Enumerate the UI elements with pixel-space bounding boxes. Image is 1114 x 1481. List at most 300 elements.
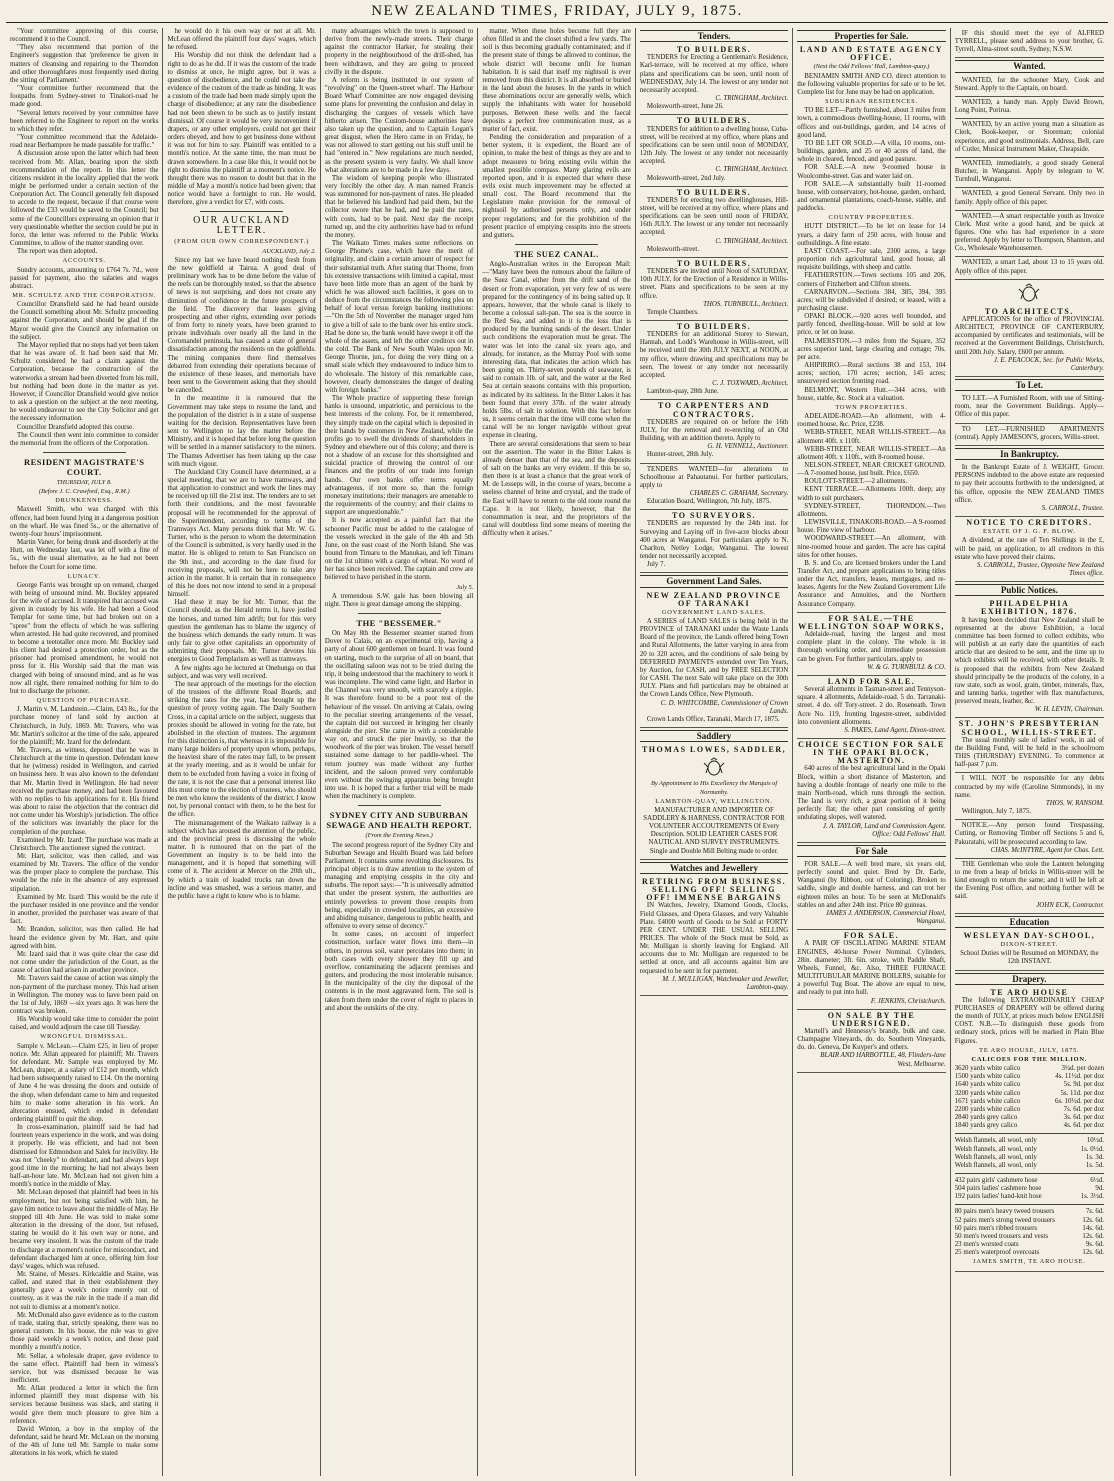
ad-place: Education Board, Wellington, 7th July, 1875. (646, 498, 772, 506)
article-title: THE SUEZ CANAL. (514, 249, 599, 260)
paragraph: The Auckland City Council have determined, at a special meeting, that we are to have tramways, and that application to construct and work the lines may be received up till the 21st inst. The tenders are to set forth their conditions, and the most favourable proposal will be recommended for the approval of the Superintendent, according to terms of the Tramways Act. Many persons think that Mr. W. G. Turner, who is the person to whom the determination of the Council is submitted, is very hardly used in the matter. He is obliged to return to San Francisco on the 9th inst., and according to the date fixed for receiving proposals, will not be here to take any action in the matter. It is certain that in consequence of this he does not now intend to send in a proposal himself. (167, 468, 316, 599)
listing: KENT TERRACE.—Allotments 100ft. deep; any width to suit purchasers. (797, 486, 946, 502)
tender-ad (640, 187, 788, 258)
creditors-notice (955, 517, 1104, 582)
tender-ad (640, 464, 788, 511)
ad-body: WANTED, by an active young man a situation as Clerk, Book-keeper, or Storeman; colonial experience, and good testimonials. Address, Bell, care of Cutler, Musical Instrument Maker, Cheapside. (954, 121, 1105, 153)
price-row (955, 1193, 1104, 1201)
paragraph: Sundry accounts, amounting to £764 7s. 7d., were passed for payment, also the salaries and wages abstract. (10, 266, 159, 290)
ad-signature: C. TRINGHAM, Architect. (715, 95, 789, 103)
paragraph: Councillor Dransfield adopted this course. (17, 423, 134, 431)
paragraph: The near approach of the meetings for the election of the trustees of the different Road Boards, and striking the rates for the year, has brought up the question of proxy voting again. The Daily Southern Cross, in a capital article on the subject, suggests that proxies should be allowed in voting for the rate, but abolished in the election of trustees. The argument for this distinction is, that whereas it is impossible for many large holders of property upon whom, perhaps, the heaviest share of the rates may fall, to be present at the yearly meeting, and as it would be unfair for them to be excluded from having a voice in fixing of the rate, it is not the case that a personal interest like this must come to the election of trustees, who should be men who know the residents of the district. I know not, by personal contact with them, to be the best for the office. (167, 680, 316, 819)
ad-body: 640 acres of the best agricultural land in the Opaki Block, within a short distance of Masterton, and having a double frontage of nearly one mile to the main North-road, which runs through the section. The land is very rich, a great portion of it being perfectly flat; the other part consisting of gently undulating slopes, well watered. (797, 765, 946, 822)
ad-body: B. S. and Co. are licensed brokers under the Land Transfer Act, and prepare applications to bring titles under the Act, transfers, leases, mortgages, and re-leases. Agents for the New Zealand Government Life Assurance and Annuities, and the Northern Assurance Company. (797, 559, 946, 608)
listing: WEBB-STREET, NEAR WILLIS-STREET.—An allotment 40ft. x 110ft. (797, 429, 946, 445)
price: 1s. 0½d. (1080, 1145, 1105, 1153)
ad-body: WANTED, a handy man. Apply David Brown, Long Point, Porirua. (954, 98, 1105, 115)
ad-title: CHOICE SECTION FOR SALE IN THE OPAKI BLOCK, MASTERTON. (798, 739, 945, 766)
ad-title: TO ARCHITECTS. (984, 306, 1074, 316)
price-row (955, 1146, 1104, 1154)
saddler-ad (640, 744, 788, 860)
price-row (955, 1249, 1104, 1257)
item: 2840 yards grey calico (954, 1114, 1018, 1122)
price: 6½d. (1090, 1176, 1105, 1184)
ad-title: WESLEYAN DAY-SCHOOL, (963, 930, 1096, 940)
paragraph: Examined by Mr. Izard: The purchase was made at Christchurch. The auctioneer signed the contract. (10, 836, 159, 852)
jeweller-ad (640, 876, 788, 996)
paragraph: "Your committee recommend that the Adelaide-road near Berhampore be made passable for traffic." (10, 134, 159, 150)
ad-body: IN Watches, Jewelry, Diamond Goods, Clocks, Field Glasses, and Opera Glasses, and very Valuable Plate. £4000 worth of Goods to be Sold at FORTY PER CENT. UNDER THE USUAL SELLING PRICES. The whole of the Stock must be Sold, as Mr. Mulligan is shortly leaving for England. All accounts due to Mr. Mulligan are requested to be settled at once, and all accounts against him are requested to be sent in for payment. (639, 902, 789, 975)
ad-body: Several allotments in Tasman-street and Tennyson-square. 4 allotments, Adelaide-road. 5 do. Tarranaki-street. 4 do. off Tory-street. 2 do. Roseneath. Town Acre No. 119, fronting Ingestre-street, subdivided into convenient allotments. (797, 686, 946, 726)
ad-body: TO LET.—FURNISHED APARTMENTS (central). Apply JAMESON'S, grocers, Willis-street. (954, 425, 1105, 441)
ad-signature: G. H. VENNELL, Auctioneer. (707, 443, 789, 451)
price: 1s. 3½d. (1080, 1193, 1105, 1201)
paragraph: Mr. Allan produced a letter in which the firm informed plaintiff they must dispense with his services because business was slack, and stating it would give them much pleasure to give him a reference. (10, 1385, 159, 1425)
price: 7s. 6d. (1085, 1208, 1105, 1216)
ad-signature: JAMES SMITH, TE ARO HOUSE. (973, 1258, 1086, 1266)
to-let-ad (955, 393, 1104, 423)
listing: FEATHERSTON.—Town sections 105 and 206, corners of Fitzherbert and Clifton streets. (797, 272, 946, 288)
tender-ad (640, 321, 788, 400)
price-row (955, 1208, 1104, 1216)
ad-signature: M. J. MULLIGAN, Watchmaker and Jeweller, Lambton-quay. (662, 975, 789, 991)
tender-ad (640, 400, 788, 463)
ad-body: The usual monthly sale of ladies' work, in aid of the Building Fund, will be held in the schoolroom THIS (THURSDAY) EVENING. To commence at half-past 7 p.m. (954, 736, 1105, 769)
item: 2200 yards white calico (954, 1105, 1021, 1113)
paragraph: In cross-examination, plaintiff said he had had fourteen years experience in the work, and was doing it properly. He was efficient, and had not been dismissed for Edmondson and Salek for incivility. He was not "cheeky" to defendant, and had always kept good time in the morning; he had not always been half-an-hour late. Mr. McLean had not given him a month's notice in the middle of May. (10, 1124, 159, 1189)
price-row (955, 1106, 1104, 1114)
agency-ad (797, 44, 945, 613)
article-byline: (Before J. C. Crawford, Esq., R.M.) (38, 488, 130, 496)
listing: CARNARVON.—Sections 384, 385, 394, 395 acres; will be subdivided if desired; or leased, with a purchasing clause. (797, 288, 946, 312)
school-notice (955, 718, 1104, 773)
ad-body: WANTED, a smart Lad, about 13 to 15 years old. Apply office of this paper. (954, 259, 1105, 275)
price-row (955, 1073, 1104, 1081)
masthead (0, 0, 1114, 26)
ad-title: NEW ZEALAND PROVINCE OF TARANAKI (646, 590, 782, 608)
ad-signature: C. D. WHITCOMBE, Commissioner of Crown Lands. (660, 699, 789, 715)
article-date: July 5. (456, 583, 474, 591)
ad-body: WANTED, a good General Servant. Only two in family. Apply office of this paper. (954, 190, 1105, 206)
ad-title: TO BUILDERS. (676, 322, 752, 331)
ad-body: TENDERS for Erecting a Gentleman's Residence, Karl-terrace, will be received at my office, where plans and specifications can be seen, until noon of WEDNESDAY, July 14. The lowest or any tender not necessarily accepted. (639, 54, 789, 94)
ad-body: WANTED.—A smart respectable youth as Invoice Clerk. Must write a good hand, and be quick at figures. One who has had experience in a store preferred. Apply by letter to Thompson, Shannon, and Co., Wholesale Warehousemen. (954, 212, 1105, 253)
wanted-ad (955, 97, 1104, 119)
paragraph: A tremendous S.W. gale has been blowing all night. There is great damage among the shipping. (324, 592, 474, 608)
ad-place: Molesworth-street, 2nd July. (646, 174, 726, 182)
listing: FOR SALE.—A new 9-roomed house in Woolcombe-street. Gas and water laid on. (797, 164, 946, 180)
royal-crest-icon (701, 757, 727, 777)
ad-title: PHILADELPHIA EXHIBITION, 1876. (980, 599, 1078, 617)
exhibition-notice (955, 598, 1104, 718)
listing: WEBB-STREET, NEAR WILLIS-STREET.—An allotment 40ft. x 110ft., with 8-roomed house. (797, 445, 946, 461)
ad-body: A dividend, at the rate of Ten Shillings in the £, will be paid, on application, to all creditors in this estate who have proved their claims. (954, 537, 1105, 561)
paragraph: The second progress report of the Sydney City and Suburban Sewage and Health Board was laid before Parliament. It contains some revolting disclosures. Its principal object is to draw attention to the system of managing and emptying cesspits in the city and suburbs. The report says:—"It is universally admitted that under the present system, the authorities are entirely powerless to prevent those cesspits from being, especially in crowded localities, an excessive and abiding nuisance, dangerous to public health, and offensive to every sense of decency." (324, 841, 474, 931)
price: 12s. 6d. (1082, 1232, 1105, 1240)
subheading: QUESTION OF PURCHASE. (36, 697, 132, 705)
ad-title: TO BUILDERS. (676, 258, 752, 268)
paragraph: The Council then went into committee to consider the memorial from the officers of the Corporation. (10, 431, 159, 447)
listing: OPAKI BLOCK.—920 acres well bounded, and partly fenced, dwelling-house. Will be sold at low price, or let on lease. (797, 313, 946, 337)
subheading: DRUNKENNESS. (55, 497, 114, 505)
listing: ADELAIDE-ROAD.—An allotment, with 4-roomed house, &c. Price, £238. (797, 413, 946, 429)
ad-address: DIXON-STREET. (1000, 941, 1059, 949)
to-let-ad (955, 424, 1104, 446)
paragraph: In some cases, on account of imperfect construction, surface water flows into them—in others, in porous soil, water percolates into them; in both cases with every shower they fill up and overflow, contaminating the adjacent premises and gutters, and producing the most intolerable nuisance. In the municipality of the city the disposal of the contents is in the most aggravated form. The soil is taken from them under the cover of night to places in and about the outskirts of the city. (324, 931, 474, 1012)
wanted-ad (955, 188, 1104, 210)
paragraph: Mr. Travers said the cause of action was simply the non-payment of the purchase money. This had arisen in Wellington. The money was to have been paid on the 1st of July, 1869 —six years ago. It was here the contract was broken. (10, 975, 159, 1015)
ad-subtitle: ESTATE OF J. G. F. BLOW. (983, 528, 1076, 536)
paragraph: David Winton, a boy in the employ of the defendant, said he heard Mr. McLean on the morning of the 4th of June tell Mr. Sample to make some alterations in his work, which he stated (10, 1425, 159, 1458)
paragraph: It is now accepted as a painful fact that the schooner Pacific must be added to the catalogue of the vessels wrecked in the gale of the 4th and 5th June, on the east coast of the North Island. She was bound from Timaru to the Manukau, and left Timaru on the 1st ultimo with a cargo of wheat. No word of her has since been received. The captain and crew are believed to have perished in the storm. (324, 517, 474, 582)
ad-title: TE ARO HOUSE (990, 987, 1069, 997)
subheading: WRONGFUL DISMISSAL. (40, 1033, 129, 1041)
ad-address: (Next the Odd Fellows' Hall, Lambton-quay.) (813, 63, 930, 71)
price-row (955, 1225, 1104, 1233)
ad-body: IF this should meet the eye of ALFRED TYRRELL, please send address to your brother, G. Tyrrell, Alma-street south, Sydney, N.S.W. (954, 30, 1105, 54)
paragraph: Martin Vaner, for being drunk and disorderly at the Hutt, on Wednesday last, was let off with a fine of 5s., with the usual alternative, as he had not been before the Court for some time. (10, 539, 159, 571)
ad-title: LAND FOR SALE. (827, 676, 916, 686)
ad-signature: W. H. LEVIN, Chairman. (1034, 706, 1105, 714)
ad-signature: C. TRINGHAM, Architect. (715, 166, 789, 174)
wanted-ad (955, 119, 1104, 158)
listing: SYDNEY-STREET, THORNDON.—Two allotments. (797, 502, 946, 518)
paragraph: In the meantime it is rumoured that the Government may take steps to resume the land, and the population of the district is in a state of suspense waiting for the decision. Representatives have been sent to Wellington to lay the matter before the Ministry, and it is hoped that before long the question will be settled in a manner satisfactory to the miners. The Thames Advertiser has been taking up the case with much vigour. (167, 395, 316, 468)
ad-title: FOR SALE.—THE WELLINGTON SOAP WORKS, (798, 613, 945, 631)
price: 4s. 6d. per doz (1063, 1122, 1105, 1130)
item: 60 pairs men's ribbed trousers (954, 1224, 1038, 1232)
price: 9d. (1095, 1185, 1105, 1193)
page-title: NEW ZEALAND TIMES, FRIDAY, JULY 9, 1875. (371, 3, 743, 19)
drapery-ad (955, 987, 1104, 1272)
article-date: AUCKLAND, July 2. (262, 247, 316, 255)
paragraph: A few nights ago he lectured at Onehunga on that subject, and was very well received. (167, 664, 316, 680)
choice-section-ad (797, 739, 945, 843)
ad-title: TO BUILDERS. (676, 187, 752, 197)
price: 5s. 9d. per doz (1063, 1081, 1105, 1089)
paragraph: Sample v. McLean.—Claim £25, in lieu of proper notice. Mr. Allan appeared for plaintiff; Mr. Travers for defendant. Mr. Sample was employed by Mr. McLean, draper, at a salary of £12 per month, which had been subsequently raised to £14. On the morning of June 4 he was dressing the doors and outside of the shop, when defendant came to him and requested him to make some alteration in his work. An altercation ensued, which ended in defendant ordering plaintiff to quit the shop. (10, 1042, 159, 1123)
subheading: ACCOUNTS. (62, 257, 106, 265)
paragraph: There are several considerations that seem to bear out the assertion. The water in the Bitter Lakes is already denser than that of the sea, and the deposits of salt on the banks are very evident. If this be so, then there is at least a chance that the great work of M. de Lesseps will, in the course of years, become a useless channel of brine and crystal, and the trade of the East will have to return to the old route round the Cape. It is not likely, however, that the consummation is near, and the proprietors of the canal will doubtless find some means of meeting the difficulty when it arises." (482, 440, 631, 538)
item: 52 pairs men's strong tweed trousers (954, 1216, 1055, 1224)
price: 4s. 11½d. per doz (1055, 1073, 1105, 1081)
item: 1840 yards grey calico (954, 1122, 1018, 1130)
ad-body: APPLICATIONS for the office of PROVINCIAL ARCHITECT, PROVINCE OF CANTERBURY, accompanied by certificates and testimonials, will be received at the Government Buildings, Christchurch, until 20th July. Salary, £600 per annum. (954, 315, 1105, 356)
article-date: THURSDAY, JULY 8. (56, 478, 112, 486)
item: 432 pairs girls' cashmere hose (954, 1176, 1038, 1184)
ad-body: School Duties will be Resumed on MONDAY, the 12th INSTANT. (960, 950, 1099, 966)
item: 50 men's tweed trousers and vests (954, 1232, 1049, 1240)
article-title: OUR AUCKLAND LETTER. (193, 215, 291, 237)
ad-body: THE Gentleman who stole the Lantern belonging to me from a heap of bricks in Willis-street will be kind enough to return the same; and it will be left at the Evening Post office, and nothing further will be said. (954, 860, 1105, 901)
ad-signature: BLAIR AND HARBOTTLE, 48, Flinders-lane West, Melbourne. (820, 1052, 946, 1068)
paragraph: "They also recommend that portion of the Engineer's suggestion that 'preference be given in matters of cleansing and repairing to the Thorndon and other thoroughfares most frequently used during the sitting of Parliament.' (10, 44, 159, 84)
ad-title: ON SALE BY THE UNDERSIGNED. (827, 1010, 916, 1028)
ad-signature: W. & G. TURNBULL & CO. (867, 663, 946, 671)
listing: WOODWARD-STREET.—An allotment, with nine-roomed house and garden. The acre has capital sites for other houses. (797, 535, 946, 559)
item: Welsh flannels, all wool, only (954, 1145, 1037, 1153)
paragraph: he would do it his own way or not at all. Mr. McLean offered the plaintiff four days' wages, which he refused. (167, 28, 316, 52)
ad-title: TO BUILDERS. (676, 116, 752, 126)
price-row (955, 1241, 1104, 1249)
architects-ad (955, 306, 1104, 377)
price-row (955, 1137, 1104, 1145)
lantern-notice (955, 859, 1104, 914)
ad-appointment: By Appointment to His Excellency the Marquis of Normanby. (650, 780, 778, 796)
ad-body: FOR SALE.—A well bred mare, six years old, perfectly sound and quiet. Bred by Dr. Earle, Wanganui (by Ribbon, out of Coloring). Broken to saddle, single and double harness, and can trot her eighteen miles an hour. To be seen at McDonald's stables on and after 24th inst. Price 80 guineas. (797, 861, 946, 909)
ad-body: I WILL NOT be responsible for any debts contracted by my wife (Caroline Simmonds), in my name. (954, 775, 1105, 799)
ad-signature: JOHN ECK, Contractor. (1036, 901, 1105, 909)
ad-title: TO BUILDERS. (676, 45, 752, 55)
item: 3200 yards white calico (954, 1089, 1021, 1097)
paragraph: The mismanagement of the Waikato railway is a subject which has aroused the attention of the public, and the provincial press is discussing the whole matter. It is rumoured that on the part of the Government an inquiry is to be held into the management, and it is hoped that something will come of it. The accident at Mercer on the 20th ult., by which a train of loaded trucks ran down the incline and was smashed, was a serious matter, and the public have a right to know who is to blame. (167, 819, 316, 900)
ad-body: It having been decided that New Zealand shall be represented at the above Exhibition, a local committee has been formed to collect exhibits, who will publish at an early date the quantities of each article that are desired to be sent, and the time up to which exhibits will be received, with other details. It is proposed that the exhibits from New Zealand should principally be the products of the colony, in a raw state, such as wool, grain, timber, minerals, flax, and tanning barks, together with flax manufactures, preserved meats, leather, &c. (954, 616, 1105, 706)
ad-signature: JAMES J. ANDERSON, Commercial Hotel, Wanganui. (825, 909, 946, 926)
listing: TO BE LET OR SOLD.—A villa, 10 rooms, out-buildings, garden, and 25 or 40 acres of land, the whole in cleared, fenced, and good pasture. (797, 139, 946, 164)
paragraph: The report was then adopted. (17, 248, 98, 256)
paragraph: Examined by Mr. Izard: This would be the rule if the purchaser resided in one province and the vendor in another, provided the purchaser was aware of that fact. (10, 893, 159, 926)
paragraph: The wisdom of keeping people who illustrated very forcibly the other day. A man named Francis was summoned for non-payment of rates. He pleaded that he believed his landlord had paid them, but the collector swore that he had, and he paid the rates, with costs, had to be paid. Next day the receipt turned up, and the city authorities have had to refund the money. (324, 174, 474, 239)
paragraph: Mr. McDonald also gave evidence as to the custom of trade, stating that, strictly speaking, there was no general custom. In his house, the rule was to give those paid weekly a week's notice, and those paid monthly a month's notice. (10, 1311, 159, 1352)
price-row (955, 1090, 1104, 1098)
divider (955, 1173, 1104, 1174)
ad-signature: C. TRINGHAM, Architect. (715, 237, 789, 245)
paragraph: George Farris was brought up on remand, charged with being of unsound mind. Mr. Buckley appeared for the wife of accused. It transpired that accused was given in custody by his wife. He had been a Good Templar for some time, but had broken out on a "spree" from the effects of which he was suffering when arrested. He had quite recovered, and promised to become a teetotaller once more. Mr. Buckley said his client had desired a protection order, but as the prisoner had promised amendment, he would not press for it. His Worship said that the man was charged with being of unsound mind, and as he was now all right, there remained nothing for him to do but to discharge the prisoner. (10, 581, 159, 695)
ad-title: THOMAS LOWES, SADDLER, (641, 745, 787, 755)
subheading: COUNTRY PROPERTIES. (828, 214, 915, 222)
listing: BELMONT, Western Hutt.—344 acres, with house, stable, &c. Stock at a valuation. (797, 386, 946, 402)
ad-signature: THOS. TURNBULL, Architect. (703, 300, 789, 308)
section-heading-government-land-sales: Government Land Sales. (640, 575, 788, 587)
item: 25 men's waterproof overcoats (954, 1249, 1040, 1257)
paragraph: Mr. Staine, of Messrs. Kirkcaldie and Staine, was called, and stated that in their establishment they generally gave a week's notice merely out of courtesy, as it was the rule in the trade if a man did not suit to dismiss at a moment's notice. (10, 1270, 159, 1311)
paragraph: J. Martin v. M. Landstein.—Claim, £43 8s., for the purchase money of land sold by auction at Christchurch, in July, 1869. Mr. Travers, who was Mr. Martin's solicitor at the time of the sale, appeared for the plaintiff; Mr. Izard for the defendant. (10, 706, 159, 746)
ad-signature: S. CARROLL, Trustee. (1041, 504, 1105, 512)
ad-body: TENDERS WANTED—for alterations to Schoolhouse at Pahautanui. For further particulars, apply to (639, 465, 789, 489)
ad-body: A SERIES of LAND SALES is being held in the PROVINCE of TARANAKI under the Waste Lands Board of the province, the Lands offered being Town and Rural Allotments, the latter varying in area from 20 to 320 acres, and the conditions of sale being by DEFERRED PAYMENTS extended over Ten Years, by Auction, for CASH, and by FREE SELECTION for CASH. The next Sale will take place on the 30th JULY. Plans and full particulars may be obtained at the Crown Lands Office, New Plymouth. (639, 618, 789, 699)
spirits-ad (797, 1010, 945, 1073)
article-byline: (FROM OUR OWN CORRESPONDENT.) (174, 238, 310, 246)
ad-place: Molesworth-street. (646, 245, 700, 253)
ad-title: TO SURVEYORS. (672, 511, 757, 521)
paragraph: "Your committee further recommend that the footpaths from Sydney-street to Tinakori-road be made good. (10, 85, 159, 109)
ad-title: LAND AND ESTATE AGENCY OFFICE. (799, 45, 944, 63)
royal-crest-icon (1016, 283, 1042, 303)
paragraph: A reform is being instituted in our system of "revolving" on the Queen-street wharf. The Harbour Board Wharf Committee are now engaged devising some plans for preventing the confusion and delay in discharging the cargoes of vessels which have hitherto arisen. The Custom-house authorities have also taken up the question, and to Captain Logan's great disgust, when the Hero came in on Friday, he was not allowed to start getting out his stuff until he had "entered in." New regulations are much needed, as the present system is very faulty. We shall know what alterations are to be made in a few days. (324, 76, 474, 174)
item: 1640 yards white calico (954, 1081, 1021, 1089)
item: 1671 yards white calico (954, 1097, 1021, 1105)
section-heading-wanted: Wanted. (955, 60, 1104, 72)
paragraph: On May 8th the Bessemer steamer started from Dover to Calais, on an experimental trip, having a party of about 600 gentlemen on board. It was found on starting, much to the surprise of all on board, that the oscillating saloon was not to be tried during the trip, it being understood that the machinery to work it was incomplete. The wind came light, and Harbor in the Channel was very smooth, with scarcely a ripple. It was therefore found to be a poor test of the behaviour of the vessel. On arriving at Calais, owing to the peculiar steering arrangements of the vessel, the captain did not succeed in bringing her cleanly alongside the pier. She came in with a considerable way on, and struck the pier heavily, so that the woodwork of the pier was broken. The vessel herself sustained some damage to her paddle-wheel. The return journey was made without any further incident, and the saloon proved very comfortable even without the swinging apparatus being brought into use. It is hoped that a further trial will be made when the machinery is complete. (324, 630, 474, 801)
paragraph: Had these it may be for Mr. Turner, that the Council should, as the Herald terms it, have jostled the horses, and turned him adrift; but for this very question the gentleman has to blame the urgency of the business which demands the early return. It was only fair to give other capitalists an opportunity of submitting their proposals. Mr. Turner devotes his energies to Good Templarism as well as tramways. (167, 599, 316, 664)
listing: AHIPIRIRO.—Rural sections 38 and 153, 104 acres; section, 170 acres; section, 145 acres; unsurveyed section fronting road. (797, 362, 946, 386)
item: 1500 yards white calico (954, 1073, 1021, 1081)
paragraph: Mr. Izard said that it was quite clear the case did not come under the jurisdiction of the Court, as the cause of action had arisen in another province. (10, 950, 159, 975)
ad-signature: C. J. TOXWARD, Architect. (712, 380, 789, 388)
listing: TO BE LET—Partly furnished, about 3 miles from town, a commodious dwelling-house, 11 rooms, with offices and out-buildings, garden, and 14 acres of good land. (797, 107, 946, 139)
ad-signature: CHARLES C. GRAHAM, Secretary. (689, 489, 789, 497)
ad-title: RETIRING FROM BUSINESS. SELLING OFF! SELLING OFF! IMMENSE BARGAINS (642, 876, 787, 903)
ad-body: WANTED, for the schooner Mary, Cook and Steward. Apply to the Captain, on board. (954, 76, 1105, 92)
price: 7s. 6d. per doz (1063, 1105, 1105, 1113)
paragraph: Mr. McLean deposed that plaintiff had been in his employment, but not being satisfied with him, he gave him notice to leave about the middle of May. He stopped till 4th June. He was told to make some alteration in the dressing of the door, but refused, stating he would do it his own way or none, and became very insolent. It was the custom of the trade to discharge at a moment's notice for misconduct, and defendant discharged him at once, offering him four days' wages, which was refused. (10, 1189, 159, 1270)
wanted-ad (955, 158, 1104, 188)
horse-for-sale-ad (797, 859, 945, 930)
ad-subtitle: GOVERNMENT LAND SALES. (661, 608, 767, 616)
ad-body: TENDERS are requested by the 24th inst. for Surveying and Laying off in five-acre blocks about 400 acres at Wanganui. For particulars apply to N. Charlton, Netley Lodge, Wanganui. The lowest tender not necessarily accepted. (639, 520, 789, 561)
ad-body: TENDERS for addition to a dwelling house, Cuba-street, will be received at my office, where plans and specifications can be seen until noon of MONDAY, 12th July. The lowest or any tender not necessarily accepted. (639, 125, 789, 166)
paragraph: Anglo-Australian writes in the European Mail:—"Many have been the rumours about the failure of the Suez Canal, either from the drift sand of the desert or from evaporation, yet very few of us were prepared for the contingency of its being salted up. It appears, however, that the whole canal is likely to become a colossal salt-pan. The sea is the source in the Red Sea, and added to it is the loss that is produced by the burning sands of the desert. Under such conditions the evaporation must be great. The water was let into the canal six years ago, and already, for instance, as the Murray Pool with some interesting data, that indicates the action which has been going on. Thirty-seven pounds of seawater, is said to contain 1lb. of salt, and the water at the Red Sea at certain seasons contains with this proportion, as indicated by its saltiness. In the Bitter Lakes it has been found that every 37lb. of the water already holds 5lbs. of salt in solution. With this fact before us, it seems certain that the time will come when the canal will be no longer navigable without great expense in clearing. (482, 261, 631, 440)
wanted-ad (955, 75, 1104, 97)
price-row (955, 1177, 1104, 1185)
price-row (955, 1185, 1104, 1193)
tender-ad (640, 258, 788, 321)
ad-body: TENDERS for an additional Storey to Stewart, Hannah, and Lodd's Warehouse in Willis-street, will be received until the 30th JULY NEXT, at NOON, at my office, where drawing and specifications may be seen. The lowest or any tender not necessarily accepted. (639, 331, 789, 379)
divider (200, 211, 283, 212)
price: 1s. 3d. (1085, 1153, 1105, 1161)
section-heading-properties: Properties for Sale. (797, 30, 945, 42)
paragraph: His Worship would take time to consider the point raised, and would adjourn the case till Tuesday. (10, 1016, 159, 1032)
paragraph: Since my last we have heard nothing fresh from the new goldfield at Tairua. A good deal of preliminary work has to be done before the value of the reefs can be thoroughly tested, so that the absence of news is not surprising, and does not create any diminution of confidence in the future prospects of the field. The discovery that leases giving prospecting and other rights, extending over periods of from forty to ninety years, have been granted to private individuals over nearly all the land in the Coromandel peninsula, has caused a state of general dissatisfaction among the residents on the goldfields. The mining companies there find themselves debarred from extending their operations because of the existence of these leases, and memorials have been sent to the Government asking that they should be cancelled. (167, 256, 316, 395)
paragraph: many advantages which the town is supposed to derive from the newly-made streets. Their charge against the contractor Harker, for stealing their property in the neighbourhood of the drill-shed, has been withdrawn, and they are going to proceed civilly in the dispute. (324, 28, 474, 76)
newspaper-page (6, 28, 1108, 1476)
article-title: SYDNEY CITY AND SUBURBAN SEWAGE AND HEALTH REPORT. (326, 810, 472, 831)
ad-place: Temple Chambers. (646, 308, 699, 316)
listing: EAST COAST.—For sale, 2300 acres, a large proportion rich agricultural land, good house, all requisite buildings, with sheep and cattle. (797, 247, 946, 272)
school-ad (955, 930, 1104, 971)
price: 3¼d. per dozen (1061, 1065, 1105, 1073)
ad-signature: J. E. PEACOCK, Sec. for Public Works, Canterbury. (993, 356, 1105, 372)
paragraph: "Several letters received by your committee have been referred to the Engineer to report on the works to which they refer. (10, 109, 159, 133)
ad-signature: S. PAKES, Land Agent, Dixon-street. (844, 726, 946, 734)
item: 23 men's worsted coats (954, 1241, 1019, 1249)
column-2 (163, 28, 320, 1476)
paragraph: The Mayor replied that no steps had yet been taken that he was aware of. It had been said that Mr. Schultz considered he had a claim against the Corporation, because the construction of the waterworks a stream had been diverted from his mill, but nothing had been done in the matter as yet. However, if Councillor Dransfield would give notice to ask a question on the subject at the next meeting, he would endeavour to see the City Solicitor and get the necessary information. (10, 341, 159, 423)
ad-body: In the Bankrupt Estate of J. WEIGHT, Grocer. PERSONS indebted to the above estate are requested to pay their accounts forthwith to the undersigned, at his office, opposite the NEW ZEALAND TIMES office. (954, 464, 1105, 504)
debts-notice (955, 773, 1104, 820)
ad-signature: S. CARROLL, Trustee, Opposite New Zealand Times office. (976, 561, 1105, 577)
ad-body: Adelaide-road, having the largest and most complete plant in the colony. The whole is in thorough working order, and immediate possession can be given. For further particulars, apply to (797, 631, 946, 663)
price: 10½d. (1086, 1137, 1105, 1145)
paragraph: Pending the consideration and preparation of a better system, it is expedient, the Board are of opinion, to make the best of things as they are and to adopt measures to bring existing evils within the smallest possible compass. Many glaring evils are reported upon, and it is expected that where these evils exist much improvement may be effected at small cost. The Board recommend that the Legislature make provision for the removal of nightsoil by authorised persons only, and under proper regulations; and for the prohibition of the present practice of emptying cesspits into the streets and gutters. (482, 134, 631, 239)
ad-body: TENDERS for erecting two dwellinghouses, Hill-street, will be received at my office, where plans and specifications can be seen until noon of FRIDAY, 16th JULY. The lowest or any tender not necessarily accepted. (639, 196, 789, 237)
section-heading-education: Education (955, 916, 1104, 928)
section-heading-public-notices: Public Notices. (955, 584, 1104, 596)
article-byline: (From the Evening News.) (365, 832, 433, 840)
ad-date: TE ARO HOUSE, JULY, 1875. (979, 1046, 1080, 1054)
subheading: TOWN PROPERTIES. (835, 403, 908, 411)
column-6 (793, 28, 950, 1476)
item: 3620 yards white calico (954, 1065, 1021, 1073)
price-row (955, 1154, 1104, 1162)
section-heading-bankruptcy: In Bankruptcy. (955, 448, 1104, 460)
article-title: THE "BESSEMER." (356, 618, 442, 629)
listing: NELSON-STREET, NEAR CRICKET GROUND.—A 7-roomed house, just built. Price, £650. (797, 461, 946, 478)
section-heading-tenders: Tenders. (640, 30, 788, 42)
ad-place: Crown Lands Office, Taranaki, March 17, 1875. (646, 715, 780, 723)
paragraph: Mr. Travers, as witness, deposed that he was in Christchurch at the time in question. Defendant knew that he (witness) resided in Wellington, and carried on business here. It was also known to the defendant that Mr. Martin lived in Wellington. He had never received the purchase money, and had been favoured with no replies to his applications for it. His friend was about to raise the objection that the contract did not come under his Worship's jurisdiction. The office of the solicitors was invariably the place for the completion of the purchase. (10, 746, 159, 836)
ad-title: ST. JOHN'S PRESBYTERIAN SCHOOL, WILLIS-STREET. (958, 719, 1100, 737)
price: 9s. 6d. (1085, 1241, 1105, 1249)
divider (358, 805, 441, 806)
ad-body: TENDERS are required on or before the 16th JULY, for the removal and re-erecting of an Old Building, with an addition thereto. Apply to (639, 418, 789, 443)
personal-notice (955, 28, 1104, 58)
column-7 (951, 28, 1108, 1476)
price: 1s. 5d. (1085, 1161, 1105, 1169)
bankruptcy-notice (955, 462, 1104, 517)
paragraph: matter. When these holes become full they are often filled in and the closet shifted a few yards. The soil is thus becoming gradually contaminated; and if the present state of things be allowed to continue, the whole district will become unfit for human habitation. It is said that itself my nightsoil is ever removed from this district. It is all absorbed or buried in the land about the houses. In the yards in which these abominations occur are generally wells, which supply the inhabitants with water for household purposes. Between these wells and the faecal deposits a perfect free communication must, as a matter of fact, exist. (482, 28, 631, 133)
item: Welsh flannels, all wool, only (954, 1161, 1037, 1169)
column-5 (636, 28, 793, 1476)
land-sale-ad (640, 590, 788, 729)
soap-works-ad (797, 613, 945, 676)
section-heading-saddlery: Saddlery (640, 730, 788, 742)
column-3 (321, 28, 478, 1476)
price-row (955, 1098, 1104, 1106)
price: 5s. 11d. per doz (1060, 1089, 1105, 1097)
divider (358, 613, 441, 614)
tender-ad (640, 115, 788, 186)
ad-title: FOR SALE. (843, 931, 900, 941)
ad-place: Wellington, July 7, 1875. (961, 808, 1032, 816)
ad-signature: J. A. TAYLOR, Land and Commission Agent. Office: Odd Fellows' Hall. (822, 822, 946, 838)
section-heading-for-sale: For Sale (797, 845, 945, 857)
item: Welsh flannels, all wool, only (954, 1137, 1037, 1145)
ad-place: Lambton-quay, 28th June. (646, 388, 719, 396)
paragraph: "Your committee approving of this course, recommend it to the Council. (10, 28, 159, 44)
paragraph: The Waikato Times makes some reflections on George Phome's case, which have the merit of originality, and claim a certain amount of respect for their substantial truth. After stating that Thorne, from his extensive transactions with limited a capital, must have been little more than an agent of the bank by which he was allowed such facilities, it goes on to deduce from the circumstances the following plea on behalf of local versus foreign banking institutions:—"On the 5th of November the manager urged him to give a bill of sale to the bank over his entire stock. Had he done so, the bank would have swept it off the whole of the assets, and left the other creditors out in the cold. The Bank of New South Wales upon Mr. George Thorne, jun., for doing the very thing on a small scale which they endeavoured to induce him to do wholesale. The history of this remarkable case, however, clearly demonstrates the danger of dealing with foreign banks." (324, 240, 474, 394)
section-heading-watches-jewellery: Watches and Jewellery (640, 862, 788, 874)
price-row (955, 1065, 1104, 1073)
price-row (955, 1114, 1104, 1122)
column-1 (6, 28, 163, 1476)
paragraph: His Worship did not think the defendant had a right to do as he did. If it was the custom of the trade to dismiss at once, he might agree, but it was a question of disobedience, and he could not take the evidence of the custom of the trade as binding. It was a custom of the trade had been made simply upon the charge of disobedience; at any rate the disobedience had not been shewn to be such as to justify instant dismissal. Of course it would be very inconvenient if drapers, or any other employers, could not get their orders obeyed, and how to get business done without it was not for him to say. Plaintiff was entitled to a month's notice. At the same time, the man must be drawn somewhere. In a case like this, it would not be right to dismiss the plaintiff at a moment's notice. He thought there was no reason to doubt but that in the middle of May a month's notice had been given; that notice would have a fortnight to run. He would, therefore, give a verdict for £7, with costs. (167, 52, 316, 207)
ad-place: July 7. (646, 561, 666, 569)
subheading: MR. SCHULTZ AND THE CORPORATION. (12, 292, 157, 299)
subheading: CALICOES FOR THE MILLION. (971, 1055, 1088, 1063)
ad-body: MANUFACTURER AND IMPORTER OF SADDLERY & HARNESS, CONTRACTOR FOR VOLUNTEER ACCOUTREMENTS Of Every Description. SOLID LEATHER CASES FOR NAUTICAL AND SURVEY INSTRUMENTS. Single and Double Mill Belting made to order. (643, 806, 785, 855)
ad-body: TO LET.—A Furnished Room, with use of Sitting-room, near the Government Buildings. Apply—Office of this paper. (954, 395, 1105, 419)
listing: LEWISVILLE, TINAKORI-ROAD.—A 9-roomed house. Fine view of harbour. (797, 519, 946, 535)
paragraph: Mr. Brandon, solicitor, was then called. He had heard the evidence given by Mr. Hart, and quite agreed with him. (10, 926, 159, 950)
section-heading-to-let: To Let. (955, 379, 1104, 391)
trespass-notice (955, 820, 1104, 859)
article-title: RESIDENT MAGISTRATE'S COURT. (23, 456, 145, 477)
column-4 (478, 28, 635, 1476)
engines-for-sale-ad (797, 930, 945, 1009)
ad-body: Martell's and Hennessy's brandy, bulk and case. Champagne Vineyards, do. do. Southern Vineyards, do. do. Geneva, De Kuyper's and others. (797, 1027, 946, 1052)
ad-place: Hunter-street, 28th July. (646, 451, 714, 459)
ad-body: The following EXTRAORDINARILY CHEAP PURCHASES of DRAPERY will be offered during the month of JULY, at prices much below ENGLISH COST. N.B.—To distinguish these goods from ordinary stock, prices will be marked in Plain Blue Figures. (954, 996, 1105, 1045)
price-row (955, 1162, 1104, 1170)
divider (955, 1133, 1104, 1134)
price-row (955, 1122, 1104, 1130)
ad-signature: THOS. W. RANSOM. (1045, 799, 1105, 807)
paragraph: The Whole practice of supporting these foreign banks is unsound, unpatriotic, and pernicious to the best interests of the colony. For, be it remembered, they simply trade on the capital which is deposited in their hands by customers in New Zealand, while the profits go to swell the dividends of shareholders in Sydney and elsewhere out of this colony; and there is not a shadow of an excuse for this shortsighted and suicidal practice of throwing the control of our finances and the profits of our trade into foreign hands. Our own banks offer terms equally advantageous, if not more so, than the foreign monetary institutions; their managers are amenable to the requirements of the country; and their claims to support are unquestionable." (324, 395, 474, 517)
paragraph: Mr. Sellar, a wholesale draper, gave evidence to the same effect. Plaintiff had been in witness's service, but was dismissed because he was inefficient. (10, 1352, 159, 1384)
tender-ad (640, 510, 788, 573)
price: 12s. 6d. (1082, 1249, 1105, 1257)
price: 12s. 6d. (1082, 1216, 1105, 1224)
price-row (955, 1081, 1104, 1089)
divider (43, 452, 126, 453)
wanted-ad (955, 257, 1104, 279)
wanted-ad (955, 211, 1104, 258)
ad-body: NOTICE.—Any person found Trespassing, Cutting, or Removing Timber off Sections 5 and 6, Pakuratahi, will be prosecuted according to law. (954, 822, 1105, 846)
ad-address: LAMBTON-QUAY, WELLINGTON. (655, 797, 773, 805)
section-heading-drapery: Drapery. (955, 973, 1104, 985)
paragraph: Mr. Hart, solicitor, was then called, and was examined by Mr. Travers. The office of the vendor was the proper place to complete the purchase. This would be the rule in the absence of any expressed stipulation. (10, 853, 159, 893)
